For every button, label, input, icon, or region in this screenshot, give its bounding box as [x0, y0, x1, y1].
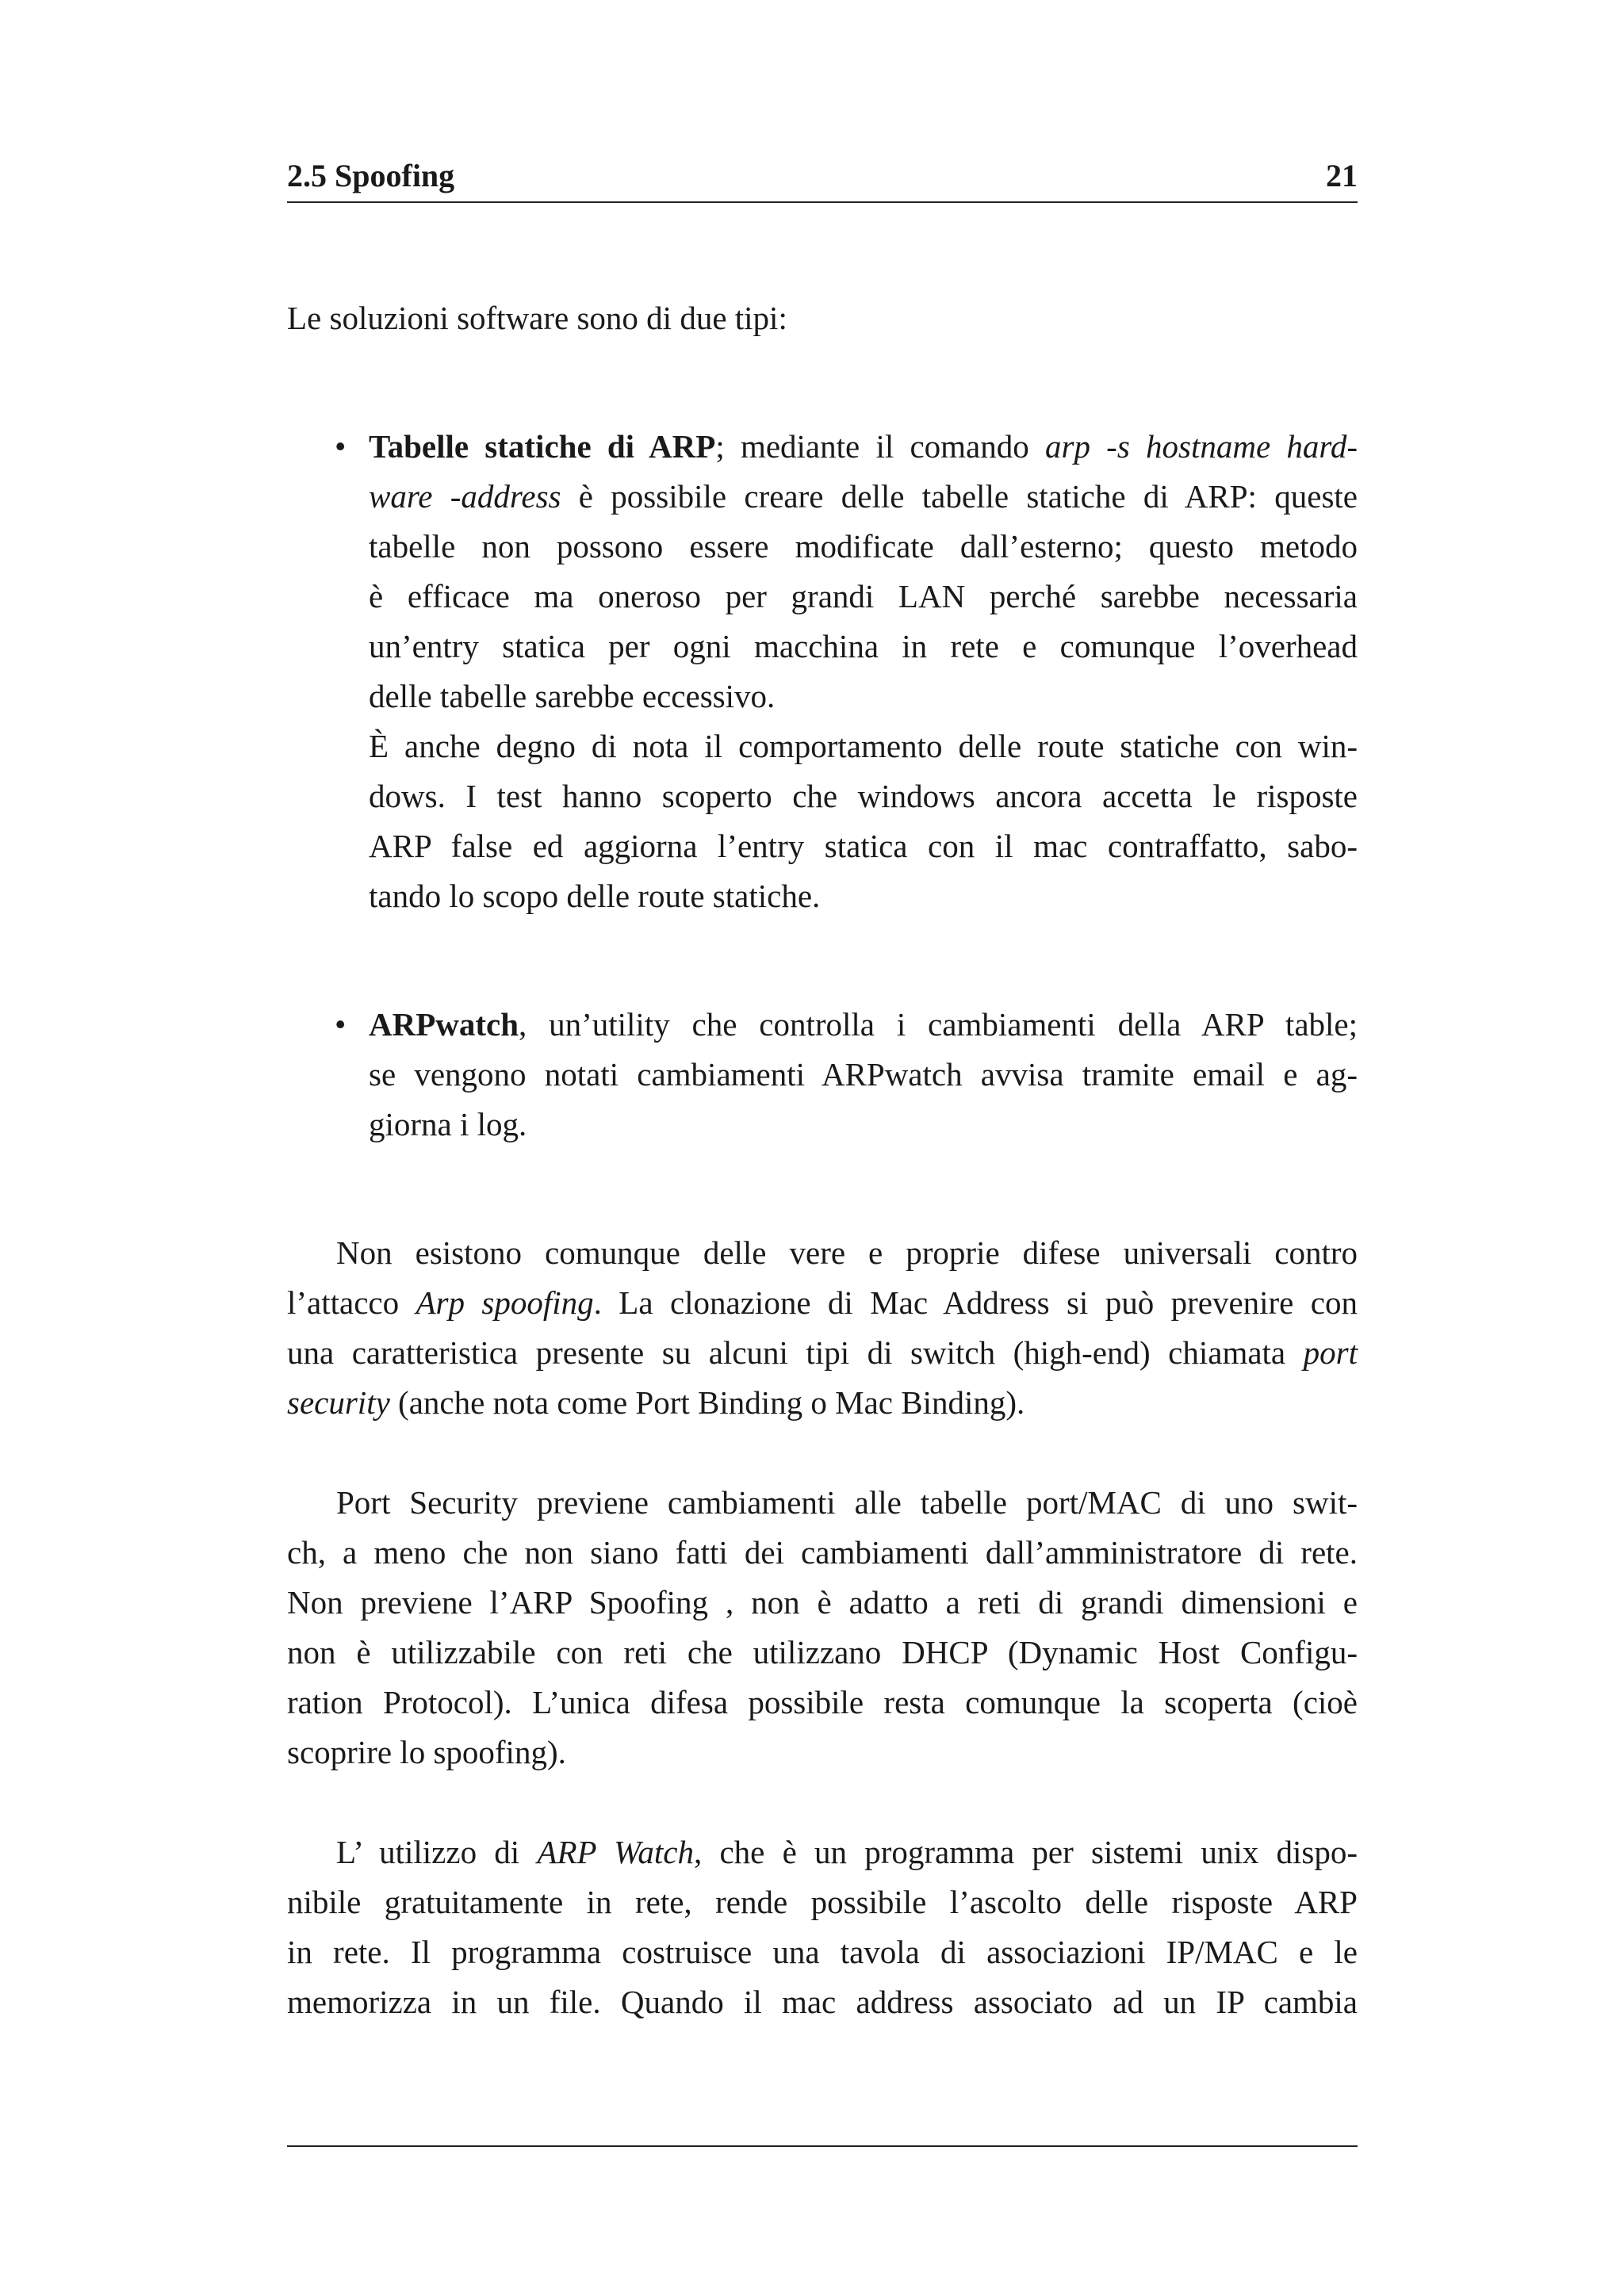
bold-term: ARPwatch [369, 1006, 519, 1043]
text-line: ware -address è possibile creare delle tabelle statiche di ARP: queste [369, 478, 1358, 515]
italic-term: port [1303, 1334, 1358, 1371]
text-line: security (anche nota come Port Binding o Mac Binding). [287, 1384, 1025, 1421]
list-item [287, 1000, 1358, 1150]
italic-command: ware -address [369, 478, 561, 515]
running-header [287, 155, 1358, 203]
bullet-icon: • [335, 1006, 347, 1043]
footer-rule [287, 2145, 1358, 2147]
text-line: nibile gratuitamente in rete, rende possibile l’ascolto delle risposte ARP [287, 1884, 1358, 1920]
italic-term: Arp spoofing [416, 1284, 594, 1321]
text-line: È anche degno di nota il comportamento delle route statiche con win- [369, 728, 1358, 764]
text-line: scoprire lo spoofing). [287, 1734, 566, 1770]
text-line: l’attacco Arp spoofing. La clonazione di Mac Address si può prevenire con [287, 1284, 1358, 1321]
text-line: se vengono notati cambiamenti ARPwatch avvisa tramite email e ag- [369, 1056, 1358, 1093]
bold-term: Tabelle statiche di ARP [369, 428, 716, 465]
italic-command: arp -s hostname hard- [1044, 428, 1358, 465]
text-line: non è utilizzabile con reti che utilizzano DHCP (Dynamic Host Configu- [287, 1634, 1358, 1670]
text-line: tabelle non possono essere modificate dall’esterno; questo metodo [369, 528, 1358, 564]
text-line: ch, a meno che non siano fatti dei cambiamenti dall’amministratore di rete. [287, 1534, 1358, 1571]
italic-term: ARP Watch [537, 1834, 694, 1870]
section-title: 2.5 Spoofing [287, 158, 455, 193]
text-line: dows. I test hanno scoperto che windows ancora accetta le risposte [369, 778, 1358, 814]
page-body [287, 293, 1358, 2027]
bullet-icon: • [335, 428, 347, 465]
text-line: Tabelle statiche di ARP; mediante il comando arp -s hostname hard- [369, 428, 1358, 465]
list-item [287, 422, 1358, 921]
text-line: memorizza in un file. Quando il mac address associato ad un IP cambia [287, 1984, 1358, 2020]
text-line: ration Protocol). L’unica difesa possibile resta comunque la scoperta (cioè [287, 1684, 1358, 1720]
text-line: Port Security previene cambiamenti alle tabelle port/MAC di uno swit- [336, 1484, 1358, 1521]
paragraph [287, 1478, 1358, 1777]
paragraph [287, 1827, 1358, 2027]
text-line: in rete. Il programma costruisce una tavola di associazioni IP/MAC e le [287, 1934, 1358, 1970]
bullet-list [287, 422, 1358, 1150]
text-line: un’entry statica per ogni macchina in rete e comunque l’overhead [369, 628, 1358, 664]
text-line: giorna i log. [369, 1106, 527, 1142]
paragraph [287, 1228, 1358, 1428]
text-line: una caratteristica presente su alcuni tipi di switch (high-end) chiamata port [287, 1334, 1358, 1371]
text-line: ARPwatch, un’utility che controlla i cambiamenti della ARP table; [369, 1006, 1358, 1043]
text-line: delle tabelle sarebbe eccessivo. [369, 678, 776, 714]
text-line: Non esistono comunque delle vere e proprie difese universali contro [336, 1234, 1358, 1271]
intro-sentence: Le soluzioni software sono di due tipi: [287, 300, 787, 336]
page-number: 21 [1326, 158, 1358, 193]
text-line: tando lo scopo delle route statiche. [369, 878, 821, 914]
text-line: Non previene l’ARP Spoofing , non è adatto a reti di grandi dimensioni e [287, 1584, 1358, 1621]
text-line: è efficace ma oneroso per grandi LAN perché sarebbe necessaria [369, 578, 1358, 614]
text-line: ARP false ed aggiorna l’entry statica con il mac contraffatto, sabo- [369, 828, 1358, 864]
italic-term: security [287, 1384, 390, 1421]
text-line: L’ utilizzo di ARP Watch, che è un programma per sistemi unix dispo- [336, 1834, 1358, 1870]
